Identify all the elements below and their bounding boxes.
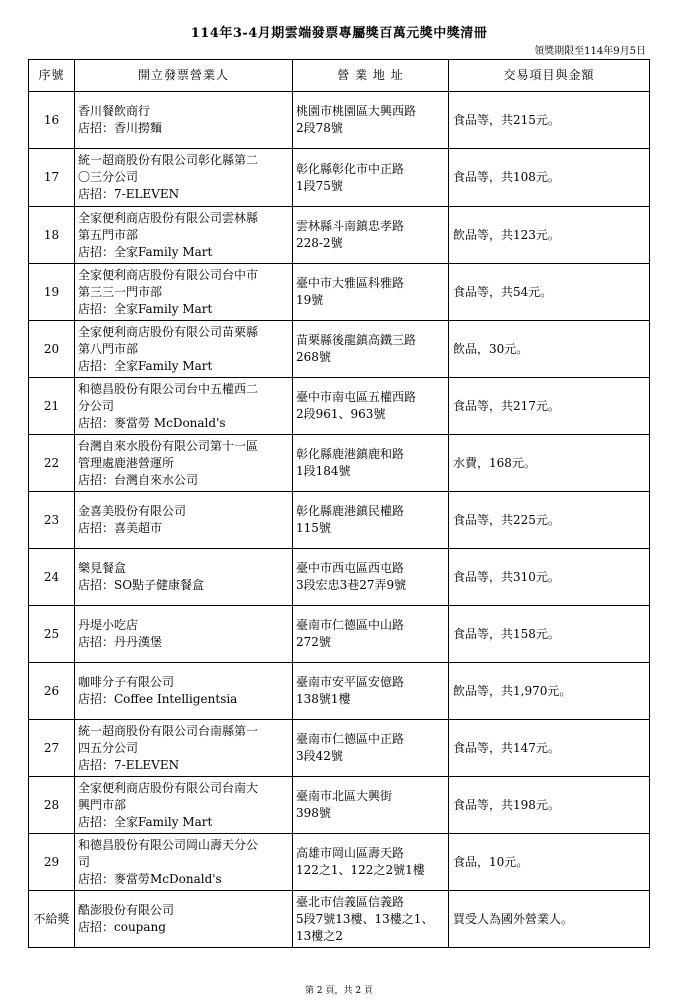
cell-amount: 食品等，共225元。 bbox=[449, 492, 650, 549]
seller-line: 興門市部 bbox=[78, 797, 127, 812]
page-footer: 第 2 頁，共 2 頁 bbox=[305, 986, 373, 996]
cell-seller bbox=[75, 549, 293, 606]
cell-seller bbox=[75, 378, 293, 435]
header-address: 營 業 地 址 bbox=[293, 60, 449, 92]
header-seller: 開立發票營業人 bbox=[75, 60, 293, 92]
cell-address bbox=[293, 492, 449, 549]
cell-seller bbox=[75, 891, 293, 948]
seller-line: 咖啡分子有限公司 bbox=[78, 675, 175, 689]
seller-line: 全家便利商店股份有限公司雲林縣 bbox=[78, 210, 259, 225]
address-line: 臺南市安平區安億路 bbox=[296, 675, 405, 689]
address-line: 13樓之2 bbox=[296, 928, 343, 943]
cell-serial-number: 不給獎 bbox=[29, 891, 75, 948]
seller-line: 店招：香川撈麵 bbox=[78, 121, 163, 135]
address-line: 3段42號 bbox=[296, 749, 343, 763]
cell-address bbox=[293, 264, 449, 321]
table-row bbox=[29, 149, 650, 207]
cell-seller bbox=[75, 92, 293, 149]
address-line: 臺南市北區大興街 bbox=[296, 789, 393, 803]
seller-line: 第八門市部 bbox=[78, 341, 139, 356]
table-row bbox=[29, 606, 650, 663]
table-body bbox=[29, 92, 650, 948]
seller-line: 店招：喜美超市 bbox=[78, 521, 163, 535]
seller-line: 店招：全家Family Mart bbox=[78, 358, 213, 373]
document-title: 114年3-4月期雲端發票專屬獎百萬元獎中獎清冊 bbox=[190, 26, 488, 41]
address-line: 19號 bbox=[296, 293, 324, 307]
seller-line: 店招：Coffee Intelligentsia bbox=[78, 692, 238, 706]
cell-amount: 飲品等，共1,970元。 bbox=[449, 663, 650, 720]
address-line: 雲林縣斗南鎮忠孝路 bbox=[296, 219, 405, 233]
cell-address bbox=[293, 834, 449, 891]
cell-amount: 食品等，共147元。 bbox=[449, 720, 650, 777]
cell-serial-number: 23 bbox=[29, 492, 75, 549]
address-line: 臺中市西屯區西屯路 bbox=[296, 561, 405, 575]
cell-serial-number: 21 bbox=[29, 378, 75, 435]
seller-line: 店招：丹丹漢堡 bbox=[78, 635, 163, 649]
cell-amount: 食品等，共215元。 bbox=[449, 92, 650, 149]
address-line: 2段78號 bbox=[296, 121, 343, 135]
address-line: 268號 bbox=[296, 350, 331, 364]
seller-line: 樂見餐盒 bbox=[78, 561, 127, 575]
cell-serial-number: 29 bbox=[29, 834, 75, 891]
table-row bbox=[29, 92, 650, 149]
cell-seller bbox=[75, 149, 293, 207]
table-row bbox=[29, 720, 650, 777]
address-line: 398號 bbox=[296, 806, 331, 820]
seller-line: 店招：coupang bbox=[78, 920, 166, 934]
seller-line: 丹堤小吃店 bbox=[78, 618, 139, 632]
cell-address bbox=[293, 378, 449, 435]
cell-serial-number: 26 bbox=[29, 663, 75, 720]
address-line: 138號1樓 bbox=[296, 692, 351, 706]
cell-amount: 買受人為國外營業人。 bbox=[449, 891, 650, 948]
cell-seller bbox=[75, 264, 293, 321]
seller-line: 店招：7-ELEVEN bbox=[78, 757, 180, 772]
address-line: 5段7號13樓、13樓之1、 bbox=[296, 911, 434, 926]
address-line: 115號 bbox=[296, 521, 331, 535]
address-line: 彰化縣鹿港鎮鹿和路 bbox=[296, 447, 405, 461]
table-row bbox=[29, 777, 650, 834]
seller-line: 台灣自來水股份有限公司第十一區 bbox=[78, 438, 259, 453]
table-row bbox=[29, 435, 650, 492]
address-line: 臺南市仁德區中山路 bbox=[296, 618, 405, 632]
cell-address bbox=[293, 720, 449, 777]
seller-line: 管理處鹿港營運所 bbox=[78, 455, 175, 470]
cell-amount: 食品等，共198元。 bbox=[449, 777, 650, 834]
seller-line: 司 bbox=[78, 854, 91, 869]
cell-address bbox=[293, 891, 449, 948]
seller-line: 店招：麥當勞McDonald's bbox=[78, 871, 222, 886]
cell-address bbox=[293, 549, 449, 606]
address-line: 272號 bbox=[296, 635, 331, 649]
cell-amount: 食品等，共108元。 bbox=[449, 149, 650, 207]
claim-deadline: 領獎期限至114年9月5日 bbox=[534, 46, 646, 57]
seller-line: 統一超商股份有限公司台南縣第一 bbox=[78, 723, 259, 738]
cell-seller bbox=[75, 606, 293, 663]
table-row bbox=[29, 378, 650, 435]
cell-amount: 飲品等，共123元。 bbox=[449, 207, 650, 264]
cell-serial-number: 25 bbox=[29, 606, 75, 663]
address-line: 122之1、122之2號1樓 bbox=[296, 863, 425, 877]
seller-line: 和德昌股份有限公司台中五權西二 bbox=[78, 381, 259, 396]
cell-seller bbox=[75, 435, 293, 492]
seller-line: 分公司 bbox=[78, 398, 115, 413]
seller-line: 酷澎股份有限公司 bbox=[78, 903, 175, 917]
cell-address bbox=[293, 207, 449, 264]
header-amount: 交易項目與金額 bbox=[449, 60, 650, 92]
cell-serial-number: 28 bbox=[29, 777, 75, 834]
cell-amount: 食品等，共217元。 bbox=[449, 378, 650, 435]
cell-serial-number: 16 bbox=[29, 92, 75, 149]
cell-serial-number: 19 bbox=[29, 264, 75, 321]
cell-serial-number: 27 bbox=[29, 720, 75, 777]
address-line: 1段184號 bbox=[296, 464, 351, 478]
seller-line: 四五分公司 bbox=[78, 740, 139, 755]
cell-amount: 食品等，共158元。 bbox=[449, 606, 650, 663]
cell-seller bbox=[75, 207, 293, 264]
table-row bbox=[29, 492, 650, 549]
address-line: 臺北市信義區信義路 bbox=[296, 894, 405, 909]
table-header-row bbox=[29, 60, 650, 92]
seller-line: 店招：全家Family Mart bbox=[78, 814, 213, 829]
cell-seller bbox=[75, 321, 293, 378]
cell-seller bbox=[75, 492, 293, 549]
seller-line: 〇三分公司 bbox=[78, 170, 139, 184]
address-line: 2段961、963號 bbox=[296, 407, 386, 421]
cell-address bbox=[293, 92, 449, 149]
seller-line: 第五門市部 bbox=[78, 227, 139, 242]
cell-seller bbox=[75, 720, 293, 777]
cell-address bbox=[293, 321, 449, 378]
winners-table bbox=[28, 59, 650, 948]
cell-seller bbox=[75, 777, 293, 834]
cell-serial-number: 18 bbox=[29, 207, 75, 264]
seller-line: 金喜美股份有限公司 bbox=[78, 504, 187, 518]
cell-address bbox=[293, 149, 449, 207]
address-line: 高雄市岡山區壽天路 bbox=[296, 846, 405, 860]
address-line: 彰化縣鹿港鎮民權路 bbox=[296, 504, 405, 518]
cell-amount: 食品等，共310元。 bbox=[449, 549, 650, 606]
address-line: 1段75號 bbox=[296, 178, 343, 193]
cell-seller bbox=[75, 834, 293, 891]
address-line: 3段宏忠3巷27弄9號 bbox=[296, 578, 407, 592]
address-line: 彰化縣彰化市中正路 bbox=[296, 161, 405, 176]
seller-line: 香川餐飲商行 bbox=[78, 104, 151, 118]
seller-line: 店招：7-ELEVEN bbox=[78, 187, 180, 201]
address-line: 苗栗縣後龍鎮高鐵三路 bbox=[296, 333, 417, 347]
cell-serial-number: 17 bbox=[29, 149, 75, 207]
cell-address bbox=[293, 435, 449, 492]
cell-amount: 水費，168元。 bbox=[449, 435, 650, 492]
table-row bbox=[29, 264, 650, 321]
address-line: 228-2號 bbox=[296, 236, 343, 250]
cell-serial-number: 22 bbox=[29, 435, 75, 492]
table-row bbox=[29, 549, 650, 606]
cell-address bbox=[293, 663, 449, 720]
seller-line: 店招：SO點子健康餐盒 bbox=[78, 578, 205, 592]
seller-line: 和德昌股份有限公司岡山壽天分公 bbox=[78, 837, 259, 852]
seller-line: 統一超商股份有限公司彰化縣第二 bbox=[78, 153, 259, 167]
address-line: 桃園市桃園區大興西路 bbox=[296, 104, 417, 118]
table-row bbox=[29, 207, 650, 264]
cell-amount: 食品，10元。 bbox=[449, 834, 650, 891]
seller-line: 店招：全家Family Mart bbox=[78, 244, 213, 259]
cell-amount: 飲品，30元。 bbox=[449, 321, 650, 378]
seller-line: 店招：全家Family Mart bbox=[78, 301, 213, 316]
cell-amount: 食品等，共54元。 bbox=[449, 264, 650, 321]
address-line: 臺中市大雅區科雅路 bbox=[296, 276, 405, 290]
table-row bbox=[29, 891, 650, 948]
cell-serial-number: 20 bbox=[29, 321, 75, 378]
seller-line: 全家便利商店股份有限公司苗栗縣 bbox=[78, 324, 259, 339]
table-row bbox=[29, 321, 650, 378]
seller-line: 店招：麥當勞 McDonald's bbox=[78, 415, 226, 430]
header-serial-number: 序號 bbox=[29, 60, 75, 92]
cell-serial-number: 24 bbox=[29, 549, 75, 606]
seller-line: 全家便利商店股份有限公司台中市 bbox=[78, 267, 259, 282]
cell-address bbox=[293, 606, 449, 663]
seller-line: 全家便利商店股份有限公司台南大 bbox=[78, 780, 259, 795]
address-line: 臺南市仁德區中正路 bbox=[296, 732, 405, 746]
seller-line: 第三三一門市部 bbox=[78, 284, 163, 299]
seller-line: 店招：台灣自來水公司 bbox=[78, 472, 199, 487]
table-row bbox=[29, 663, 650, 720]
cell-seller bbox=[75, 663, 293, 720]
address-line: 臺中市南屯區五權西路 bbox=[296, 390, 417, 404]
table-row bbox=[29, 834, 650, 891]
cell-address bbox=[293, 777, 449, 834]
